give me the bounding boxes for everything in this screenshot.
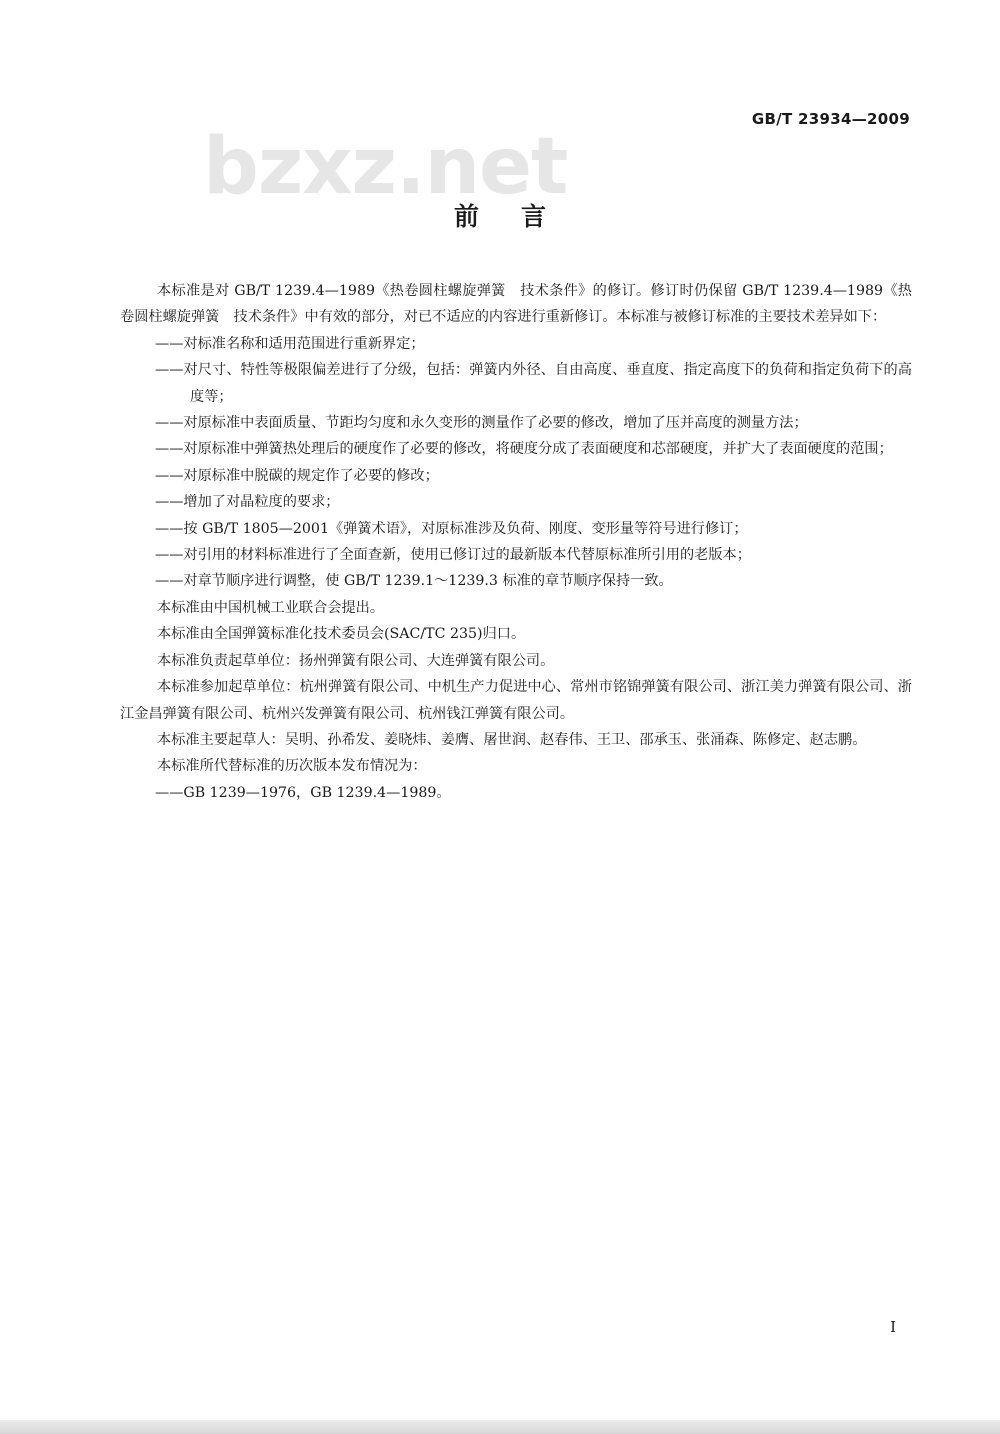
list-item: ——对标准名称和适用范围进行重新界定； [155, 335, 425, 352]
paragraph-proposer: 本标准由中国机械工业联合会提出。 [157, 599, 385, 616]
page-number: I [890, 1318, 896, 1336]
paragraph-authors: 本标准主要起草人：吴明、孙希发、姜晓炜、姜膺、屠世润、赵春伟、王卫、邵承玉、张涌森、陈修定、赵志鹏。 [157, 731, 867, 748]
list-item: ——对尺寸、特性等极限偏差进行了分级，包括：弹簧内外径、自由高度、垂直度、指定高度下的负荷和指定负荷下的高度等； [155, 362, 912, 405]
list-item: ——对原标准中弹簧热处理后的硬度作了必要的修改，将硬度分成了表面硬度和芯部硬度，并扩大了表面硬度的范围； [155, 441, 893, 458]
watermark: bzxz.net [203, 122, 568, 212]
paragraph-participants: 本标准参加起草单位：杭州弹簧有限公司、中机生产力促进中心、常州市铭锦弹簧有限公司、浙江美力弹簧有限公司、浙江金昌弹簧有限公司、杭州兴发弹簧有限公司、杭州钱江弹簧有限公司。 [120, 679, 912, 722]
list-item: ——GB 1239—1976，GB 1239.4—1989。 [155, 784, 451, 801]
paragraph-lead-drafters: 本标准负责起草单位：扬州弹簧有限公司、大连弹簧有限公司。 [157, 652, 555, 669]
paragraph-committee: 本标准由全国弹簧标准化技术委员会(SAC/TC 235)归口。 [157, 626, 526, 643]
list-item: ——按 GB/T 1805—2001《弹簧术语》，对原标准涉及负荷、刚度、变形量等符号进行修订； [155, 520, 748, 537]
list-item: ——增加了对晶粒度的要求； [155, 494, 340, 511]
list-item: ——对原标准中表面质量、节距均匀度和永久变形的测量作了必要的修改，增加了压并高度的测量方法； [155, 415, 808, 432]
standard-number: GB/T 23934—2009 [751, 110, 910, 128]
page-title: 前言 [453, 202, 588, 231]
document-body [120, 278, 912, 806]
list-item: ——对原标准中脱碳的规定作了必要的修改； [155, 467, 439, 484]
bottom-bar [0, 1420, 1000, 1434]
list-item: ——对章节顺序进行调整，使 GB/T 1239.1～1239.3 标准的章节顺序保持一致。 [155, 573, 673, 590]
paragraph-history: 本标准所代替标准的历次版本发布情况为： [157, 758, 427, 775]
list-item: ——对引用的材料标准进行了全面查新，使用已修订过的最新版本代替原标准所引用的老版本； [155, 547, 751, 564]
paragraph-intro: 本标准是对 GB/T 1239.4—1989《热卷圆柱螺旋弹簧 技术条件》的修订。修订时仍保留 GB/T 1239.4—1989《热卷圆柱螺旋弹簧 技术条件》中有效的部分，对已不适应的内容进行重新修订。本标准与被修订标准的主要技术差异如下： [120, 283, 912, 326]
